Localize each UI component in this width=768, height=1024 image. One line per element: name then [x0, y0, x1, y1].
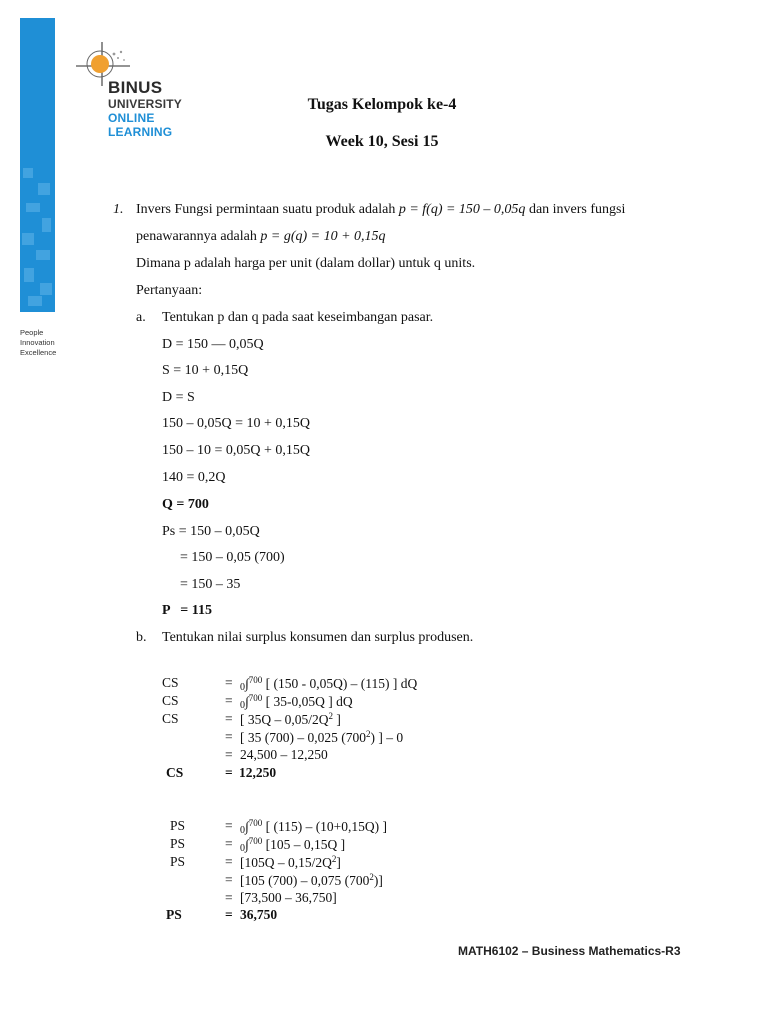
page-subtitle: Week 10, Sesi 15	[325, 133, 439, 150]
step-line: S = 10 + 0,15Q	[162, 363, 249, 378]
part-a-question: Tentukan p dan q pada saat keseimbangan pasar.	[162, 310, 434, 325]
ps-result-label: PS	[166, 907, 182, 922]
part-b-label: b.	[136, 630, 147, 645]
integral-lower: 0	[240, 825, 245, 836]
cs-row-5: 24,500 – 12,250	[240, 747, 328, 762]
tagline-people: People	[20, 328, 44, 337]
ps-label: PS	[170, 818, 186, 833]
logo-brand: BINUS	[108, 78, 163, 97]
exponent: 2	[328, 711, 333, 721]
integrand: [ 35-0,05Q ] dQ	[265, 694, 353, 709]
expr-part: [ 35 (700) – 0,025 (700	[240, 730, 366, 745]
integral-upper: 700	[248, 675, 263, 685]
integral-lower: 0	[240, 700, 245, 711]
question-line-2	[136, 229, 386, 245]
equals-sign: =	[225, 872, 233, 887]
integrand: [ (115) – (10+0,15Q) ]	[265, 819, 388, 834]
supply-function: p = g(q) = 10 + 0,15q	[260, 229, 386, 244]
step-line: D = 150 — 0,05Q	[162, 337, 264, 352]
ps-label: PS	[170, 854, 186, 869]
step-line: 150 – 0,05Q = 10 + 0,15Q	[162, 416, 311, 431]
equals-sign: =	[225, 729, 233, 744]
binus-logo	[74, 40, 204, 140]
ps-row-5: [73,500 – 36,750]	[240, 890, 337, 905]
equals-sign: =	[225, 818, 233, 833]
part-a-label: a.	[136, 310, 146, 325]
logo-learning: LEARNING	[108, 125, 173, 139]
expr-part: )]	[373, 873, 383, 888]
step-line: = 150 – 35	[180, 577, 241, 592]
equals-sign: =	[225, 675, 233, 690]
tagline-innovation: Innovation	[20, 338, 55, 347]
ps-result: 36,750	[240, 907, 278, 922]
cs-result-label: CS	[166, 765, 184, 780]
cs-row-1	[240, 675, 417, 693]
q-line2-a: penawarannya adalah	[136, 229, 261, 244]
equals-sign: =	[225, 747, 233, 762]
equals-sign: =	[225, 854, 233, 869]
integral-lower: 0	[240, 843, 245, 854]
demand-function: p = f(q) = 150 – 0,05q	[398, 202, 526, 217]
cs-result: 12,250	[239, 765, 277, 780]
step-line: 140 = 0,2Q	[162, 470, 226, 485]
question-number: 1.	[113, 202, 124, 217]
equals-sign: =	[225, 693, 233, 708]
integral-upper: 700	[248, 836, 263, 846]
cs-label: CS	[162, 711, 179, 726]
integral-icon: ∫	[245, 837, 249, 852]
ps-row-3	[240, 854, 341, 871]
integrand: [105 – 0,15Q ]	[265, 837, 346, 852]
tagline-excellence: Excellence	[20, 348, 57, 357]
exponent: 2	[369, 872, 374, 882]
expr-part: [105Q – 0,15/2Q	[240, 855, 332, 870]
question-line-1	[136, 202, 625, 218]
part-b-question: Tentukan nilai surplus konsumen dan surplus produsen.	[162, 630, 474, 645]
integral-upper: 700	[248, 818, 263, 828]
q-line1-a: Invers Fungsi permintaan suatu produk adalah	[136, 202, 399, 217]
tagline	[20, 328, 56, 358]
equals-sign: =	[225, 890, 233, 905]
expr-part: [105 (700) – 0,075 (700	[240, 873, 370, 888]
q-line1-b: dan invers fungsi	[525, 202, 626, 217]
expr-part: ]	[336, 855, 341, 870]
expr-part: [ 35Q – 0,05/2Q	[240, 712, 329, 727]
result-q: Q = 700	[162, 497, 209, 512]
ps-row-4	[240, 872, 383, 889]
equals-sign: =	[225, 765, 233, 780]
integral-upper: 700	[248, 693, 263, 703]
integral-icon: ∫	[245, 694, 249, 709]
expr-part: ) ] – 0	[370, 730, 404, 745]
equals-sign: =	[225, 836, 233, 851]
result-p: P = 115	[162, 603, 212, 618]
ps-row-1	[240, 818, 387, 836]
cs-label: CS	[162, 693, 179, 708]
question-line-3: Dimana p adalah harga per unit (dalam dollar) untuk q units.	[136, 256, 476, 271]
integral-icon: ∫	[245, 676, 249, 691]
cs-row-4	[240, 729, 403, 746]
logo-university: UNIVERSITY	[108, 97, 183, 111]
step-line: 150 – 10 = 0,05Q + 0,15Q	[162, 443, 311, 458]
exponent: 2	[365, 729, 371, 739]
cs-row-3	[240, 711, 341, 728]
integral-lower: 0	[240, 682, 245, 693]
integral-icon: ∫	[245, 819, 249, 834]
step-line: D = S	[162, 390, 195, 405]
cs-label: CS	[162, 675, 179, 690]
course-footer: MATH6102 – Business Mathematics-R3	[458, 944, 681, 958]
exponent: 2	[331, 854, 337, 864]
cs-row-2	[240, 693, 353, 711]
logo-online: ONLINE	[108, 111, 155, 125]
step-line: = 150 – 0,05 (700)	[180, 550, 285, 565]
equals-sign: =	[225, 711, 233, 726]
expr-part: ]	[333, 712, 341, 727]
step-line: Ps = 150 – 0,05Q	[162, 524, 260, 539]
page-title: Tugas Kelompok ke-4	[307, 96, 457, 113]
integrand: [ (150 - 0,05Q) – (115) ] dQ	[265, 676, 418, 691]
ps-label: PS	[170, 836, 186, 851]
ps-row-2	[240, 836, 345, 854]
equals-sign: =	[225, 907, 233, 922]
sidebar-decoration	[20, 18, 55, 312]
question-line-4: Pertanyaan:	[136, 283, 203, 298]
